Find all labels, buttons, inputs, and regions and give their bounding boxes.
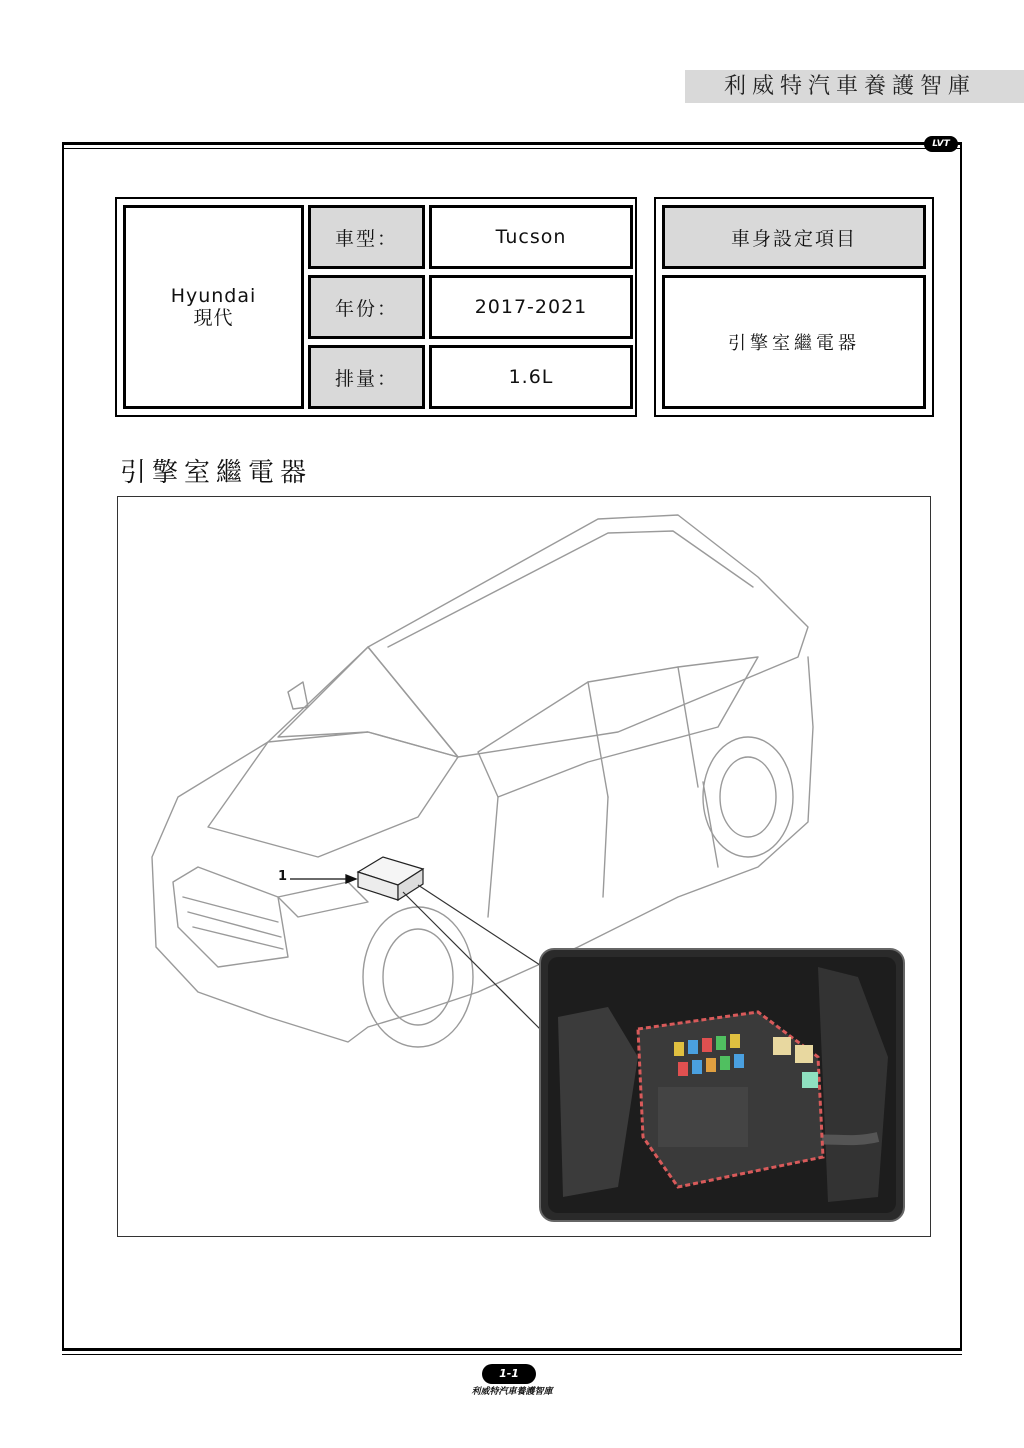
vehicle-make-cell	[123, 205, 304, 409]
figure-box	[117, 496, 931, 1237]
lvt-logo: LVT	[924, 136, 958, 152]
year-label: 年份：	[308, 275, 425, 339]
category-item: 引擎室繼電器	[662, 275, 926, 409]
callout-number: 1	[278, 869, 288, 884]
frame-left-rule	[62, 142, 64, 1350]
engine-bay-photo	[540, 949, 904, 1221]
car-front-wheel	[363, 907, 473, 1047]
frame-top-rule-thin	[62, 148, 962, 149]
car-windshield	[278, 647, 458, 757]
frame-top-rule	[62, 142, 962, 145]
frame-bottom-rule	[62, 1348, 962, 1351]
callout-arrow	[290, 875, 356, 883]
car-rear-wheel	[703, 737, 793, 857]
car-illustration	[118, 497, 932, 1238]
car-mirror	[288, 682, 308, 709]
car-door-lines	[488, 782, 718, 917]
relay-box-component	[358, 857, 423, 900]
page-number: 1-1	[482, 1364, 536, 1384]
engine-label: 排量：	[308, 345, 425, 409]
car-headlight	[278, 882, 368, 917]
car-grille	[173, 867, 288, 967]
year-value: 2017-2021	[429, 275, 633, 339]
vehicle-info-table	[115, 197, 637, 417]
category-table	[654, 197, 934, 417]
frame-right-rule	[960, 142, 962, 1350]
vehicle-make-zh: 現代	[193, 307, 234, 329]
engine-value: 1.6L	[429, 345, 633, 409]
car-hood	[208, 732, 458, 857]
category-heading: 車身設定項目	[662, 205, 926, 269]
vehicle-make-en: Hyundai	[170, 285, 257, 307]
car-b-pillar	[588, 682, 608, 797]
car-roof-rails	[388, 531, 753, 647]
header-brand: 利威特汽車養護智庫	[723, 74, 976, 99]
car-roof-outline	[368, 515, 808, 757]
model-label: 車型：	[308, 205, 425, 269]
car-side-window	[478, 657, 758, 797]
footer-brand: 利威特汽車養護智庫	[471, 1387, 553, 1397]
section-title: 引擎室繼電器	[120, 458, 313, 488]
header-brand-bar	[685, 70, 1024, 103]
car-c-pillar	[678, 667, 698, 787]
model-value: Tucson	[429, 205, 633, 269]
frame-bottom-rule-thin	[62, 1354, 962, 1355]
